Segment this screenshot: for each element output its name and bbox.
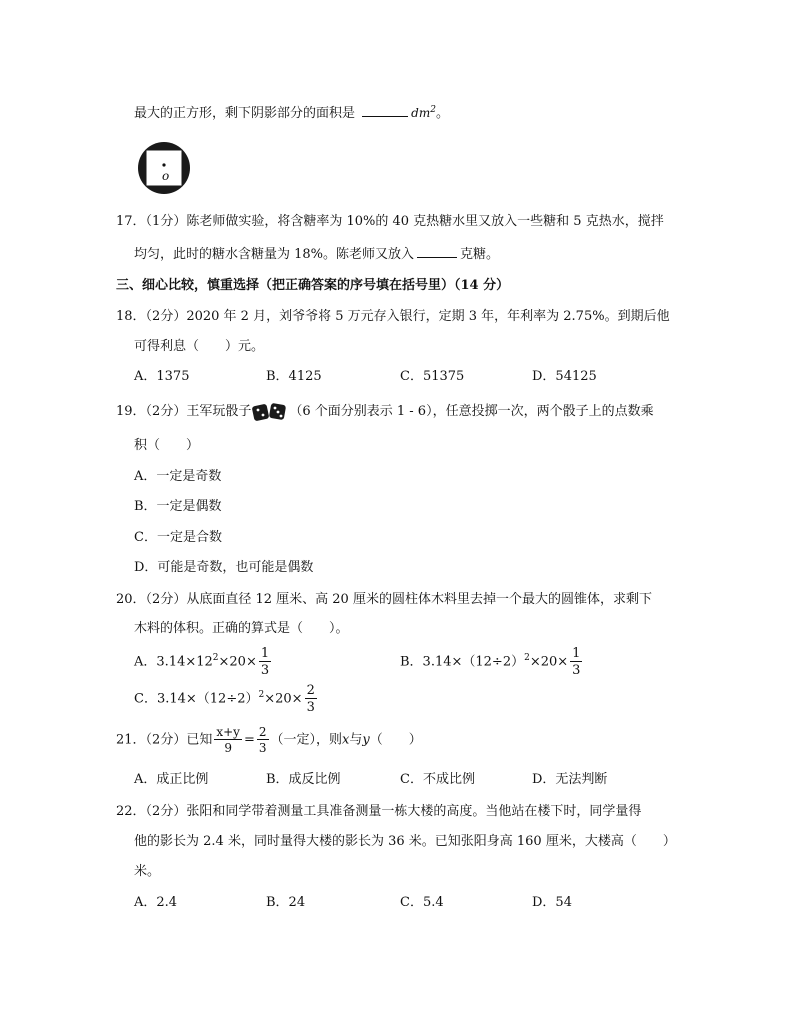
q17-line1	[116, 210, 664, 229]
q21-option-d[interactable]: D．无法判断	[532, 772, 608, 787]
q21-score: （2分）	[145, 732, 187, 748]
q21-pre: 已知	[186, 732, 213, 748]
q20-option-c-fraction: $\frac{2}{3}$	[306, 683, 315, 715]
q21-and: 与	[349, 732, 363, 748]
q21-equals: =	[243, 732, 255, 748]
q16-unit: $dm^2$	[411, 105, 436, 120]
q16-answer-blank[interactable]	[362, 104, 408, 117]
q20-option-a[interactable]: A．$3.14\times 12^2\times 20\times$ $\frac{1}{3}$	[134, 646, 270, 678]
q21-var-y: y	[362, 732, 370, 748]
q22-option-d[interactable]: D．54	[532, 895, 572, 910]
q20-option-c[interactable]: C．$3.14\times(12\div 2)^2\times 20\times$ $\frac{2}{3}$	[134, 683, 315, 715]
q20-num: 20．	[116, 592, 146, 607]
q20-line1	[116, 588, 652, 607]
q22-text3: 米。	[134, 864, 161, 879]
q19-option-b[interactable]: B．一定是偶数	[134, 499, 222, 514]
q20-option-b[interactable]: B．$3.14\times(12\div 2)^2\times 20\times$ $\frac{1}{3}$	[400, 646, 581, 678]
q22-option-b[interactable]: B．24	[266, 895, 306, 910]
q19-option-d[interactable]: D．可能是奇数，也可能是偶数	[134, 560, 314, 575]
q20-option-a-fraction: $\frac{1}{3}$	[260, 646, 270, 678]
q18-option-c[interactable]: C．51375	[400, 369, 465, 384]
q21-line1	[116, 726, 422, 754]
q17-text3: 克糖。	[460, 247, 500, 262]
q22-text2: 他的影长为 2.4 米，同时量得大楼的影长为 36 米。已知张阳身高 160 厘米，大楼高（ ）	[134, 834, 676, 849]
q20-text1: 从底面直径 12 厘米、高 20 厘米的圆柱体木料里去掉一个最大的圆锥体，求剩下	[186, 592, 652, 607]
q17-text1: 陈老师做实验，将含糖率为 10%的 40 克热糖水里又放入一些糖和 5 克热水，搅拌	[186, 214, 664, 229]
q18-text1: 2020 年 2 月，刘爷爷将 5 万元存入银行，定期 3 年，年利率为 2.75%。到期后他	[186, 309, 670, 324]
q22-line1	[116, 800, 641, 819]
q20-text2: 木料的体积。正确的算式是（ ）。	[134, 621, 349, 636]
q16-text-line	[134, 102, 449, 121]
section3-title: 三、细心比较，慎重选择（把正确答案的序号填在括号里）（14 分）	[116, 278, 510, 293]
dice-icon	[251, 402, 289, 422]
q18-line1	[116, 305, 670, 324]
q22-option-c[interactable]: C．5.4	[400, 895, 444, 910]
q16-text: 最大的正方形，剩下阴影部分的面积是	[134, 106, 356, 121]
q18-option-d[interactable]: D．54125	[532, 369, 597, 384]
q19-score: （2分）	[145, 404, 187, 419]
q21-var-x: x	[342, 732, 350, 748]
q17-num: 17．	[116, 214, 146, 229]
q21-fraction-2: $\frac{2}{3}$	[258, 725, 267, 755]
q18-option-b[interactable]: B．4125	[266, 369, 322, 384]
q21-post: （一定），则	[270, 732, 343, 748]
q22-score: （2分）	[145, 804, 187, 819]
q16-figure-center-dot	[162, 163, 165, 166]
q22-option-a[interactable]: A．2.4	[134, 895, 178, 910]
q19-line1	[116, 400, 654, 422]
q16-figure-label: o	[162, 169, 170, 183]
q19-option-a[interactable]: A．一定是奇数	[134, 469, 222, 484]
q17-score: （1分）	[145, 214, 187, 229]
q22-text1: 张阳和同学带着测量工具准备测量一栋大楼的高度。当他站在楼下时，同学量得	[186, 804, 642, 819]
q21-option-c[interactable]: C．不成比例	[400, 772, 475, 787]
q19-text1a: 王军玩骰子	[186, 404, 252, 419]
q17-line2	[134, 243, 499, 262]
q20-option-b-fraction: $\frac{1}{3}$	[572, 646, 581, 678]
q18-text2: 可得利息（ ）元。	[134, 339, 265, 354]
q18-num: 18．	[116, 309, 146, 324]
q16-end: 。	[435, 106, 449, 121]
q21-fraction-1: $\frac{x+y}{9}$	[216, 725, 240, 755]
q21-paren: （ ）	[369, 732, 422, 748]
q21-option-b[interactable]: B．成反比例	[266, 772, 341, 787]
q19-text1b: （6 个面分别表示 1 - 6），任意投掷一次，两个骰子上的点数乘	[289, 404, 654, 419]
q19-num: 19．	[116, 404, 146, 419]
q21-num: 21．	[116, 732, 146, 748]
q22-num: 22．	[116, 804, 146, 819]
q16-figure	[136, 140, 192, 196]
q17-text2: 均匀，此时的糖水含糖量为 18%。陈老师又放入	[134, 247, 415, 262]
q19-option-c[interactable]: C．一定是合数	[134, 530, 222, 545]
q17-answer-blank[interactable]	[417, 245, 457, 258]
q19-text2: 积（ ）	[134, 438, 200, 453]
q20-score: （2分）	[145, 592, 187, 607]
q18-option-a[interactable]: A．1375	[134, 369, 190, 384]
q18-score: （2分）	[145, 309, 187, 324]
q21-option-a[interactable]: A．成正比例	[134, 772, 209, 787]
